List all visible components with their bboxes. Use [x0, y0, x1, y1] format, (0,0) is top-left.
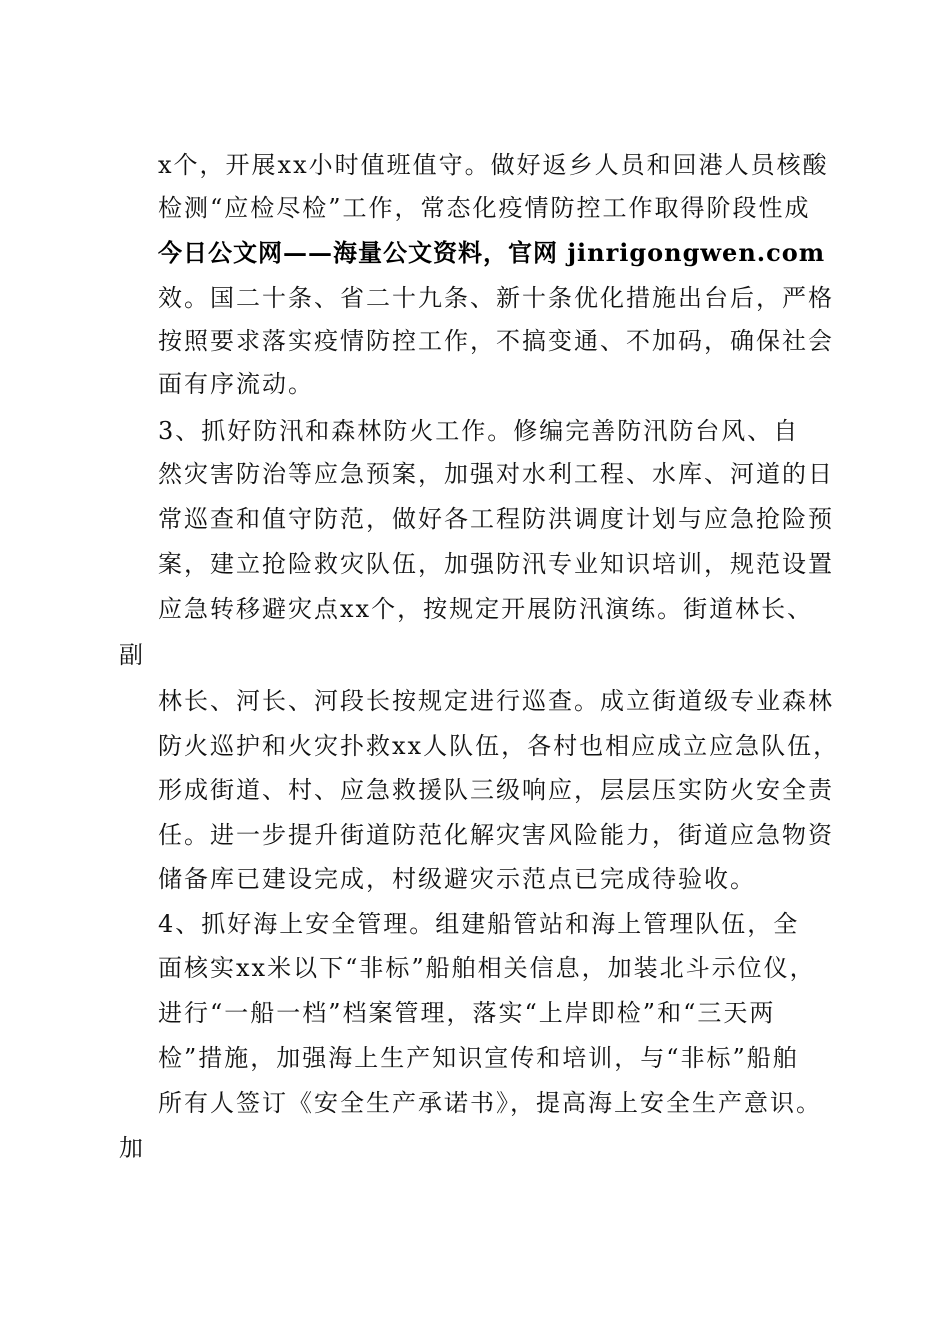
paragraph-line: 所有人签订《安全生产承诺书》，提高海上安全生产意识。 [158, 1089, 822, 1117]
paragraph-line: 防火巡护和火灾扑救xx人队伍，各村也相应成立应急队伍， [158, 732, 840, 760]
paragraph-line: 林长、河长、河段长按规定进行巡查。成立街道级专业森林 [158, 687, 834, 715]
paragraph-line: 应急转移避灾点xx个，按规定开展防汛演练。街道林长、 [158, 595, 814, 623]
paragraph-line: 面有序流动。 [158, 370, 314, 398]
paragraph-line: 任。进一步提升街道防范化解灾害风险能力，街道应急物资 [158, 821, 834, 849]
section-heading-4: 4、抓好海上安全管理。组建船管站和海上管理队伍，全 [158, 910, 800, 938]
paragraph-line: 储备库已建设完成，村级避灾示范点已完成待验收。 [158, 865, 756, 893]
paragraph-line: 效。国二十条、省二十九条、新十条优化措施出台后，严格 [158, 284, 834, 312]
paragraph-line: 然灾害防治等应急预案，加强对水利工程、水库、河道的日 [158, 460, 834, 488]
watermark-banner: 今日公文网——海量公文资料，官网 jinrigongwen.com [158, 238, 826, 267]
paragraph-line: 检”措施，加强海上生产知识宣传和培训，与“非标”船舶 [158, 1044, 799, 1072]
paragraph-line: 案，建立抢险救灾队伍，加强防汛专业知识培训，规范设置 [158, 550, 834, 578]
paragraph-line: 形成街道、村、应急救援队三级响应，层层压实防火安全责 [158, 776, 834, 804]
paragraph-line: 按照要求落实疫情防控工作，不搞变通、不加码，确保社会 [158, 327, 834, 355]
section-heading-3: 3、抓好防汛和森林防火工作。修编完善防汛防台风、自 [158, 417, 800, 445]
paragraph-line: 副 [119, 641, 145, 669]
paragraph-line: 面核实xx米以下“非标”船舶相关信息，加装北斗示位仪， [158, 954, 816, 982]
paragraph-line: 进行“一船一档”档案管理，落实“上岸即检”和“三天两 [158, 999, 776, 1027]
paragraph-line: 检测“应检尽检”工作，常态化疫情防控工作取得阶段性成 [158, 194, 811, 222]
paragraph-line: 常巡查和值守防范，做好各工程防洪调度计划与应急抢险预 [158, 505, 834, 533]
paragraph-line: x个，开展xx小时值班值守。做好返乡人员和回港人员核酸 [158, 151, 829, 179]
paragraph-line: 加 [119, 1134, 145, 1162]
